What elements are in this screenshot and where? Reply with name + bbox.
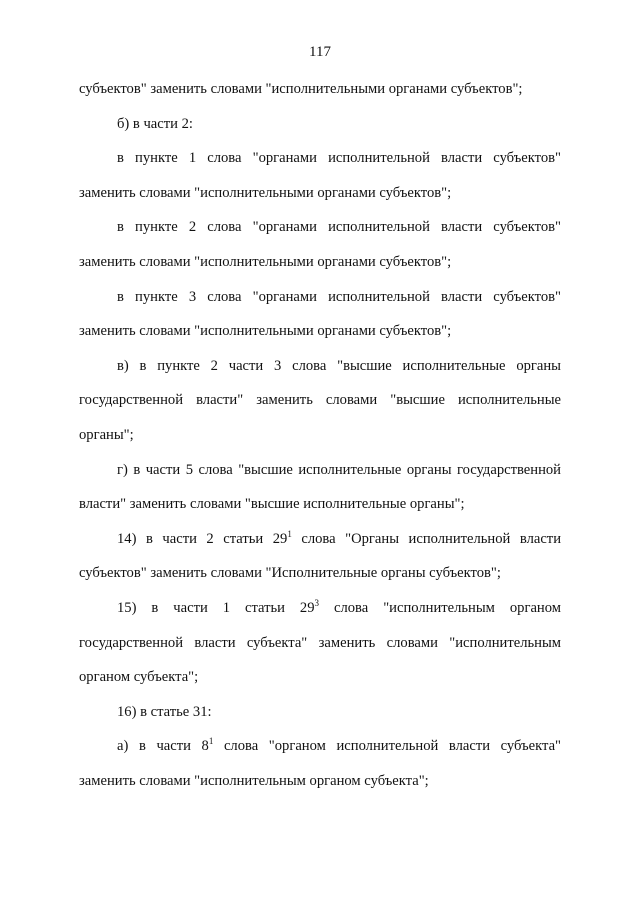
paragraph-line: 16) в статье 31: bbox=[117, 703, 212, 720]
superscript-index: 1 bbox=[287, 528, 292, 539]
superscript-index: 3 bbox=[314, 597, 320, 608]
page-number: 117 bbox=[309, 44, 331, 60]
paragraph-line: государственной власти" заменить словами "высшие исполнительные bbox=[79, 392, 561, 409]
paragraph-line: заменить словами "исполнительными органами субъектов"; bbox=[79, 184, 452, 201]
paragraph-line bbox=[79, 522, 561, 557]
paragraph-line: в пункте 1 слова "органами исполнительной власти субъектов" bbox=[117, 150, 561, 167]
paragraph-text: 15) в части 1 статьи 29 bbox=[117, 599, 315, 616]
paragraph-line: заменить словами "исполнительными органами субъектов"; bbox=[79, 253, 452, 270]
paragraph-line: органы"; bbox=[79, 426, 134, 443]
paragraph-line bbox=[79, 729, 561, 764]
paragraph-text: 14) в части 2 статьи 29 bbox=[117, 530, 288, 547]
paragraph-line bbox=[79, 591, 561, 626]
paragraph-text: слова "исполнительным органом bbox=[319, 599, 561, 616]
paragraph-line: власти" заменить словами "высшие исполнительные органы"; bbox=[79, 496, 465, 513]
paragraph-line: в пункте 3 слова "органами исполнительной власти субъектов" bbox=[117, 288, 561, 305]
paragraph-line: субъектов" заменить словами "исполнительными органами субъектов"; bbox=[79, 81, 523, 97]
paragraph-line: в) в пункте 2 части 3 слова "высшие исполнительные органы bbox=[117, 357, 561, 374]
paragraph-line: б) в части 2: bbox=[117, 115, 193, 132]
superscript-index: 1 bbox=[208, 736, 214, 747]
document-body bbox=[79, 72, 561, 798]
paragraph-text: слова "органом исполнительной власти субъекта" bbox=[213, 738, 562, 755]
paragraph-text: слова "Органы исполнительной власти bbox=[291, 530, 561, 547]
paragraph-line: г) в части 5 слова "высшие исполнительные органы государственной bbox=[117, 461, 561, 478]
paragraph-line: заменить словами "исполнительным органом субъекта"; bbox=[79, 772, 429, 789]
paragraph-line: органом субъекта"; bbox=[79, 669, 199, 686]
paragraph-text: а) в части 8 bbox=[117, 738, 209, 755]
paragraph-line: субъектов" заменить словами "Исполнительные органы субъектов"; bbox=[79, 565, 501, 582]
paragraph-line: в пункте 2 слова "органами исполнительной власти субъектов" bbox=[117, 219, 561, 236]
paragraph-line: заменить словами "исполнительными органами субъектов"; bbox=[79, 323, 452, 340]
paragraph-line: государственной власти субъекта" заменить словами "исполнительным bbox=[79, 634, 561, 651]
